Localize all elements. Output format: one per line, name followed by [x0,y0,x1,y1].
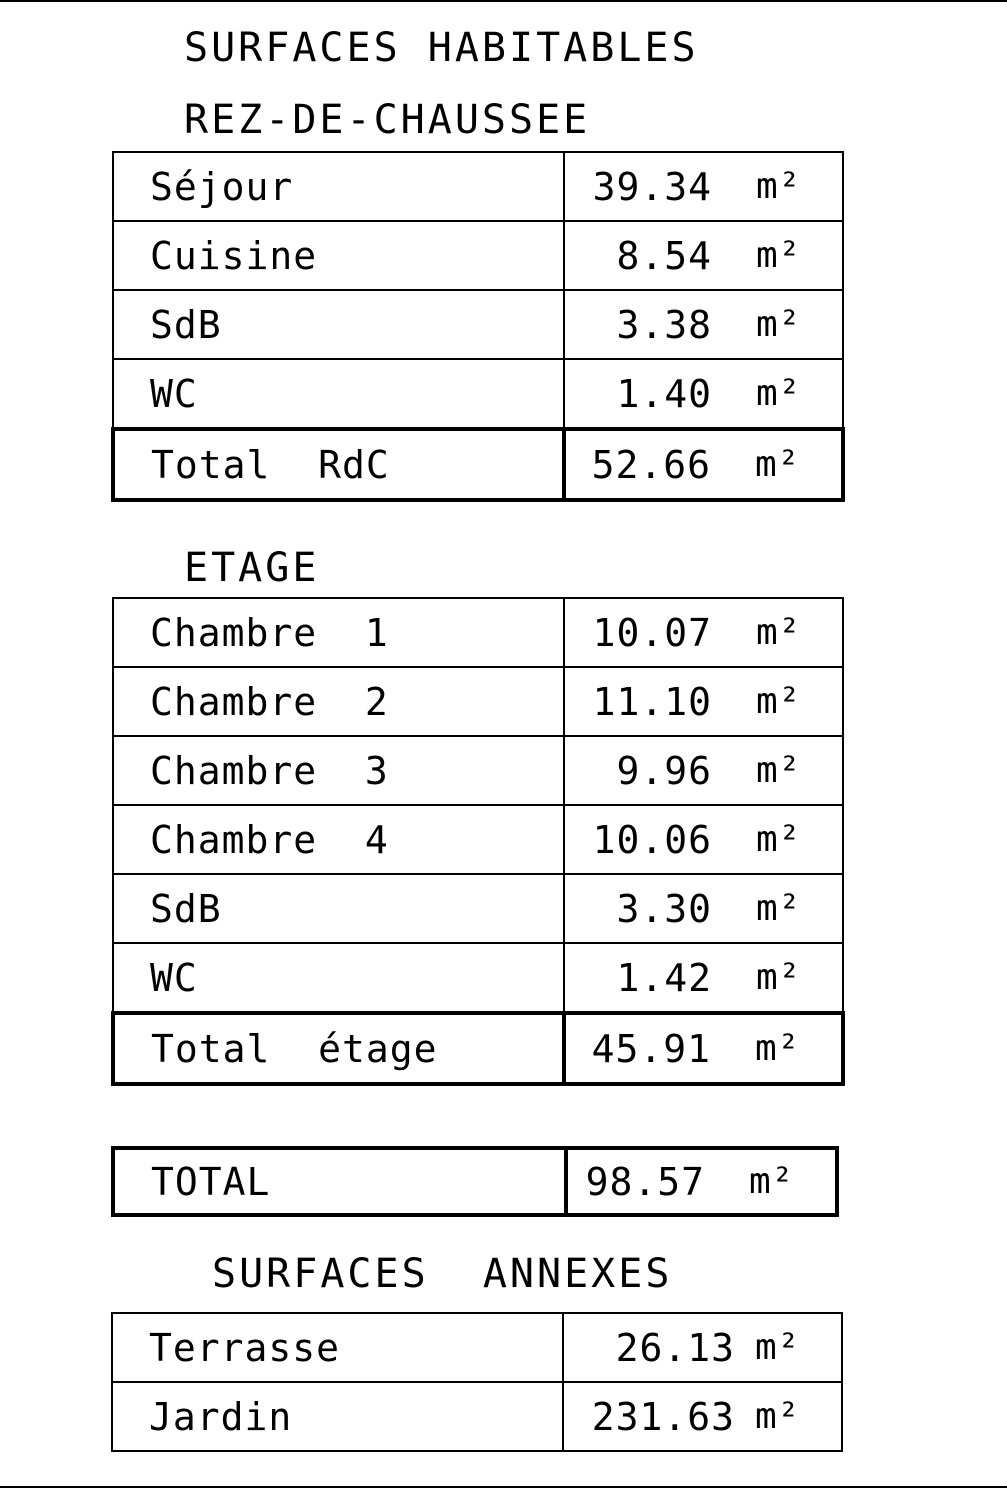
area-unit: m² [755,1326,801,1368]
total-value: 45.91 [591,1026,711,1071]
table-row [113,598,843,667]
total-value: 52.66 [591,442,711,487]
table-row [113,152,843,221]
rdc-heading: REZ-DE-CHAUSSEE [184,97,591,143]
area-value: 8.54 [616,233,712,278]
total-row [113,1013,843,1084]
table-row [113,667,843,736]
area-unit: m² [756,303,802,345]
room-label: Chambre 4 [113,805,564,874]
area-value: 9.96 [616,748,712,793]
etage-table [111,597,845,1086]
annex-label: Jardin [112,1382,563,1451]
area-value: 11.10 [592,679,712,724]
area-value: 10.07 [592,610,712,655]
area-value: 231.63 [591,1394,735,1439]
area-value: 1.40 [616,371,712,416]
room-label: Chambre 2 [113,667,564,736]
area-unit: m² [756,234,802,276]
area-unit: m² [755,1395,801,1437]
area-value: 1.42 [616,955,712,1000]
area-value: 26.13 [615,1325,735,1370]
table-row [112,1382,842,1451]
total-label: Total RdC [113,429,564,500]
frame-top-line [0,0,1007,2]
total-label: Total étage [113,1013,564,1084]
table-row [113,736,843,805]
area-value: 10.06 [592,817,712,862]
area-unit: m² [749,1161,795,1202]
room-label: WC [113,943,564,1013]
table-row [113,874,843,943]
table-row [113,943,843,1013]
area-unit: m² [755,443,801,485]
area-unit: m² [756,165,802,207]
page-title: SURFACES HABITABLES [184,25,699,71]
area-value: 3.38 [616,302,712,347]
etage-heading: ETAGE [184,545,320,591]
area-unit: m² [756,956,802,998]
room-label: Chambre 3 [113,736,564,805]
table-row [113,805,843,874]
area-unit: m² [756,887,802,929]
area-unit: m² [756,749,802,791]
area-value: 39.34 [592,164,712,209]
area-unit: m² [756,611,802,653]
area-unit: m² [755,1027,801,1069]
table-row [113,221,843,290]
table-row [113,290,843,359]
annexes-table [111,1312,843,1452]
grand-total-value: 98.57 [585,1159,705,1204]
rdc-table [111,151,845,502]
area-unit: m² [756,372,802,414]
grand-total-label: TOTAL [115,1150,568,1213]
grand-total-box [111,1146,839,1217]
area-value: 3.30 [616,886,712,931]
room-label: WC [113,359,564,429]
room-label: Cuisine [113,221,564,290]
area-unit: m² [756,680,802,722]
area-unit: m² [756,818,802,860]
total-row [113,429,843,500]
annex-label: Terrasse [112,1313,563,1382]
table-row [112,1313,842,1382]
room-label: Séjour [113,152,564,221]
room-label: SdB [113,290,564,359]
table-row [113,359,843,429]
room-label: SdB [113,874,564,943]
frame-bottom-line [0,1486,1007,1488]
annexes-heading: SURFACES ANNEXES [212,1251,673,1297]
room-label: Chambre 1 [113,598,564,667]
